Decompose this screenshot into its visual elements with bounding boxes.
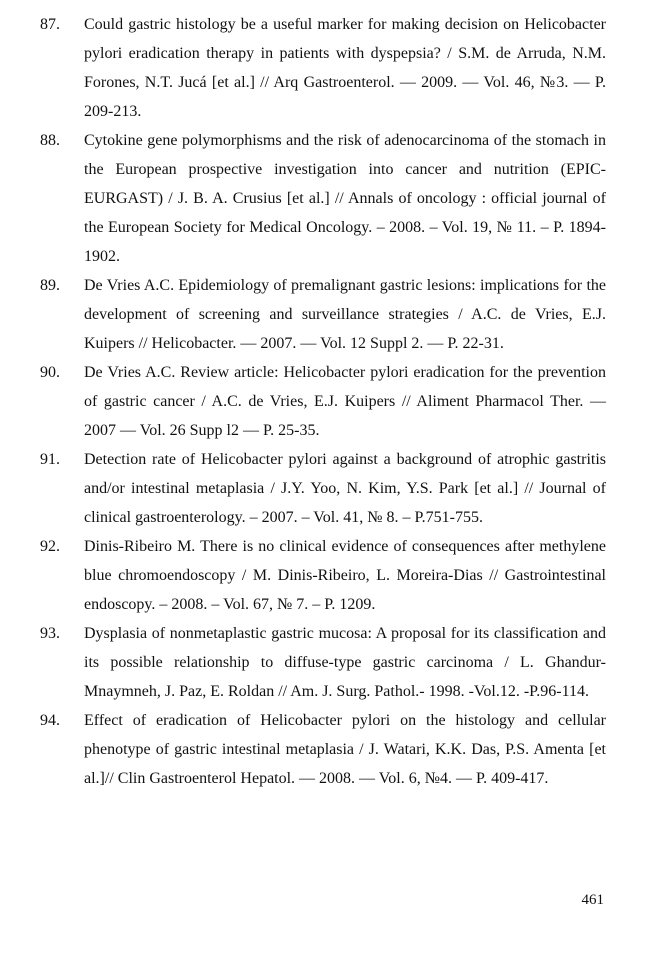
reference-item-93 — [40, 619, 606, 706]
reference-item-87 — [40, 10, 606, 126]
page-number: 461 — [581, 892, 604, 908]
reference-number: 92. — [40, 538, 60, 555]
reference-text: Could gastric histology be a useful marker for making decision on Helicobacter pylori eradication therapy in patients with dyspepsia? / S.M. de Arruda, N.M. Forones, N.T. Jucá [et al.] // Arq Gastroenterol. — 2009. — Vol. 46, №3. — P. 209-213. — [84, 16, 606, 120]
reference-item-92 — [40, 532, 606, 619]
reference-text: De Vries A.C. Review article: Helicobacter pylori eradication for the prevention of gastric cancer / A.C. de Vries, E.J. Kuipers // Aliment Pharmacol Ther. — 2007 — Vol. 26 Supp l2 — P. 25-35. — [84, 364, 606, 439]
reference-item-89 — [40, 271, 606, 358]
reference-text: De Vries A.C. Epidemiology of premalignant gastric lesions: implications for the development of screening and surveillance strategies / A.C. de Vries, E.J. Kuipers // Helicobacter. — 2007. — Vol. 12 Suppl 2. — P. 22-31. — [84, 277, 606, 352]
reference-text: Effect of eradication of Helicobacter pylori on the histology and cellular phenotype of gastric intestinal metaplasia / J. Watari, K.K. Das, P.S. Amenta [et al.]// Clin Gastroenterol Hepatol. — 2008. — Vol. 6, №4. — P. 409-417. — [84, 712, 606, 787]
reference-number: 90. — [40, 364, 60, 381]
reference-item-88 — [40, 126, 606, 271]
reference-number: 88. — [40, 132, 60, 149]
reference-text: Detection rate of Helicobacter pylori against a background of atrophic gastritis and/or intestinal metaplasia / J.Y. Yoo, N. Kim, Y.S. Park [et al.] // Journal of clinical gastroenterology. – 2007. – Vol. 41, № 8. – P.751-755. — [84, 451, 606, 526]
reference-text: Cytokine gene polymorphisms and the risk of adenocarcinoma of the stomach in the European prospective investigation into cancer and nutrition (EPIC- EURGAST) / J. B. A. Crusius [et al.] // Annals of oncology : official journal of the European Society for Medical Oncology. – 2008. – Vol. 19, № 11. – P. 1894-1902. — [84, 132, 606, 265]
reference-number: 91. — [40, 451, 60, 468]
reference-number: 89. — [40, 277, 60, 294]
reference-item-90 — [40, 358, 606, 445]
reference-text: Dysplasia of nonmetaplastic gastric mucosa: A proposal for its classification and its possible relationship to diffuse-type gastric carcinoma / L. Ghandur-Mnaymneh, J. Paz, E. Roldan // Am. J. Surg. Pathol.- 1998. -Vol.12. -P.96-114. — [84, 625, 606, 700]
reference-list — [40, 10, 606, 793]
reference-text: Dinis-Ribeiro M. There is no clinical evidence of consequences after methylene blue chromoendoscopy / M. Dinis-Ribeiro, L. Moreira-Dias // Gastrointestinal endoscopy. – 2008. – Vol. 67, № 7. – P. 1209. — [84, 538, 606, 613]
reference-item-94 — [40, 706, 606, 793]
reference-number: 93. — [40, 625, 60, 642]
reference-number: 94. — [40, 712, 60, 729]
reference-number: 87. — [40, 16, 60, 33]
reference-item-91 — [40, 445, 606, 532]
